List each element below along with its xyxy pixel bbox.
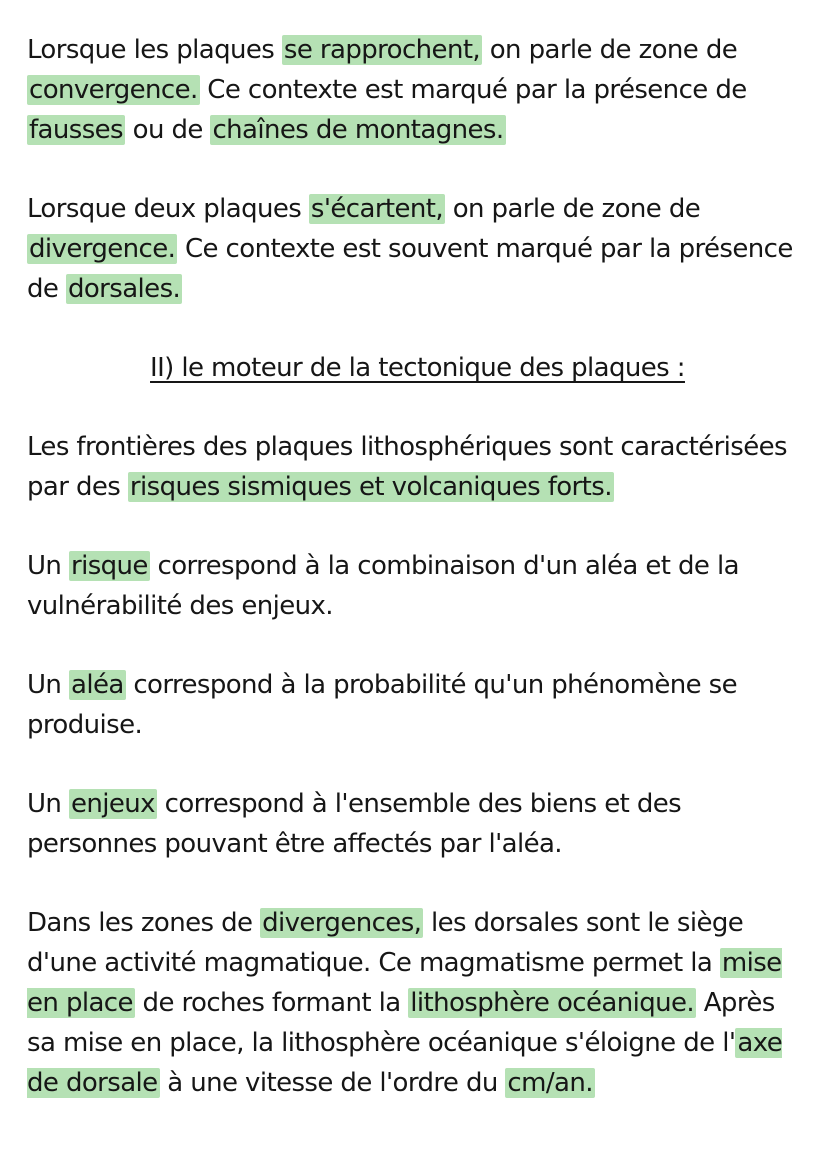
- text-span: Lorsque deux plaques: [27, 194, 309, 224]
- text-span: correspond à la combinaison d'un aléa et de la vulnérabilité des enjeux.: [27, 551, 739, 621]
- text-span: Un: [27, 789, 69, 819]
- highlight-chaines-de-montagnes: chaînes de montagnes.: [212, 115, 504, 145]
- spacer: [27, 745, 804, 784]
- highlight-divergence: divergence.: [29, 234, 176, 264]
- spacer: [27, 507, 804, 546]
- highlight-axe-de-dorsale: axe de dorsale: [27, 1028, 783, 1098]
- text-span: correspond à l'ensemble des biens et des personnes pouvant être affectés par l'aléa.: [27, 789, 682, 859]
- highlight-s-ecartent: s'écartent,: [310, 194, 444, 224]
- highlight-fausses: fausses: [29, 115, 123, 145]
- highlight-cm-an: cm/an.: [507, 1068, 593, 1098]
- text-span: Ce contexte est souvent marqué par la présence de: [27, 234, 793, 304]
- text-span: de roches formant la: [134, 988, 409, 1018]
- text-span: Après sa mise en place, la lithosphère océanique s'éloigne de l': [27, 988, 775, 1058]
- highlight-dorsales: dorsales.: [67, 274, 181, 304]
- text-span: on parle de zone de: [445, 194, 701, 224]
- paragraph-frontieres: [27, 427, 804, 507]
- text-span: ou de: [125, 115, 211, 145]
- highlight-risque: risque: [70, 551, 148, 581]
- spacer: [27, 388, 804, 427]
- text-span: Les frontières des plaques lithosphériques sont caractérisées par des: [27, 432, 787, 502]
- highlight-risques-sismiques: risques sismiques et volcaniques forts.: [129, 472, 612, 502]
- highlight-enjeux: enjeux: [70, 789, 155, 819]
- section-heading: II) le moteur de la tectonique des plaques :: [150, 353, 685, 383]
- text-span: Ce contexte est marqué par la présence de: [199, 75, 747, 105]
- highlight-divergences: divergences,: [262, 908, 422, 938]
- text-span: Un: [27, 551, 69, 581]
- spacer: [27, 150, 804, 189]
- text-span: les dorsales sont le siège d'une activité magmatique. Ce magmatisme permet la: [27, 908, 744, 978]
- paragraph-risque: [27, 546, 804, 626]
- spacer: [27, 626, 804, 665]
- text-span: Lorsque les plaques: [27, 35, 282, 65]
- text-span: Un: [27, 670, 69, 700]
- text-span: correspond à la probabilité qu'un phénomène se produise.: [27, 670, 738, 740]
- text-span: Dans les zones de: [27, 908, 261, 938]
- highlight-alea: aléa: [70, 670, 124, 700]
- highlight-lithosphere-oceanique: lithosphère océanique.: [410, 988, 695, 1018]
- highlight-convergence: convergence.: [29, 75, 198, 105]
- paragraph-convergence: [27, 30, 804, 150]
- paragraph-dorsales-magmatisme: [27, 903, 804, 1103]
- spacer: [27, 864, 804, 903]
- text-span: à une vitesse de l'ordre du: [159, 1068, 506, 1098]
- spacer: [27, 309, 804, 348]
- paragraph-enjeux: [27, 784, 804, 864]
- highlight-se-rapprochent: se rapprochent,: [283, 35, 481, 65]
- highlight-mise-en-place: mise en place: [27, 948, 782, 1018]
- text-span: on parle de zone de: [482, 35, 738, 65]
- paragraph-divergence: [27, 189, 804, 309]
- paragraph-alea: [27, 665, 804, 745]
